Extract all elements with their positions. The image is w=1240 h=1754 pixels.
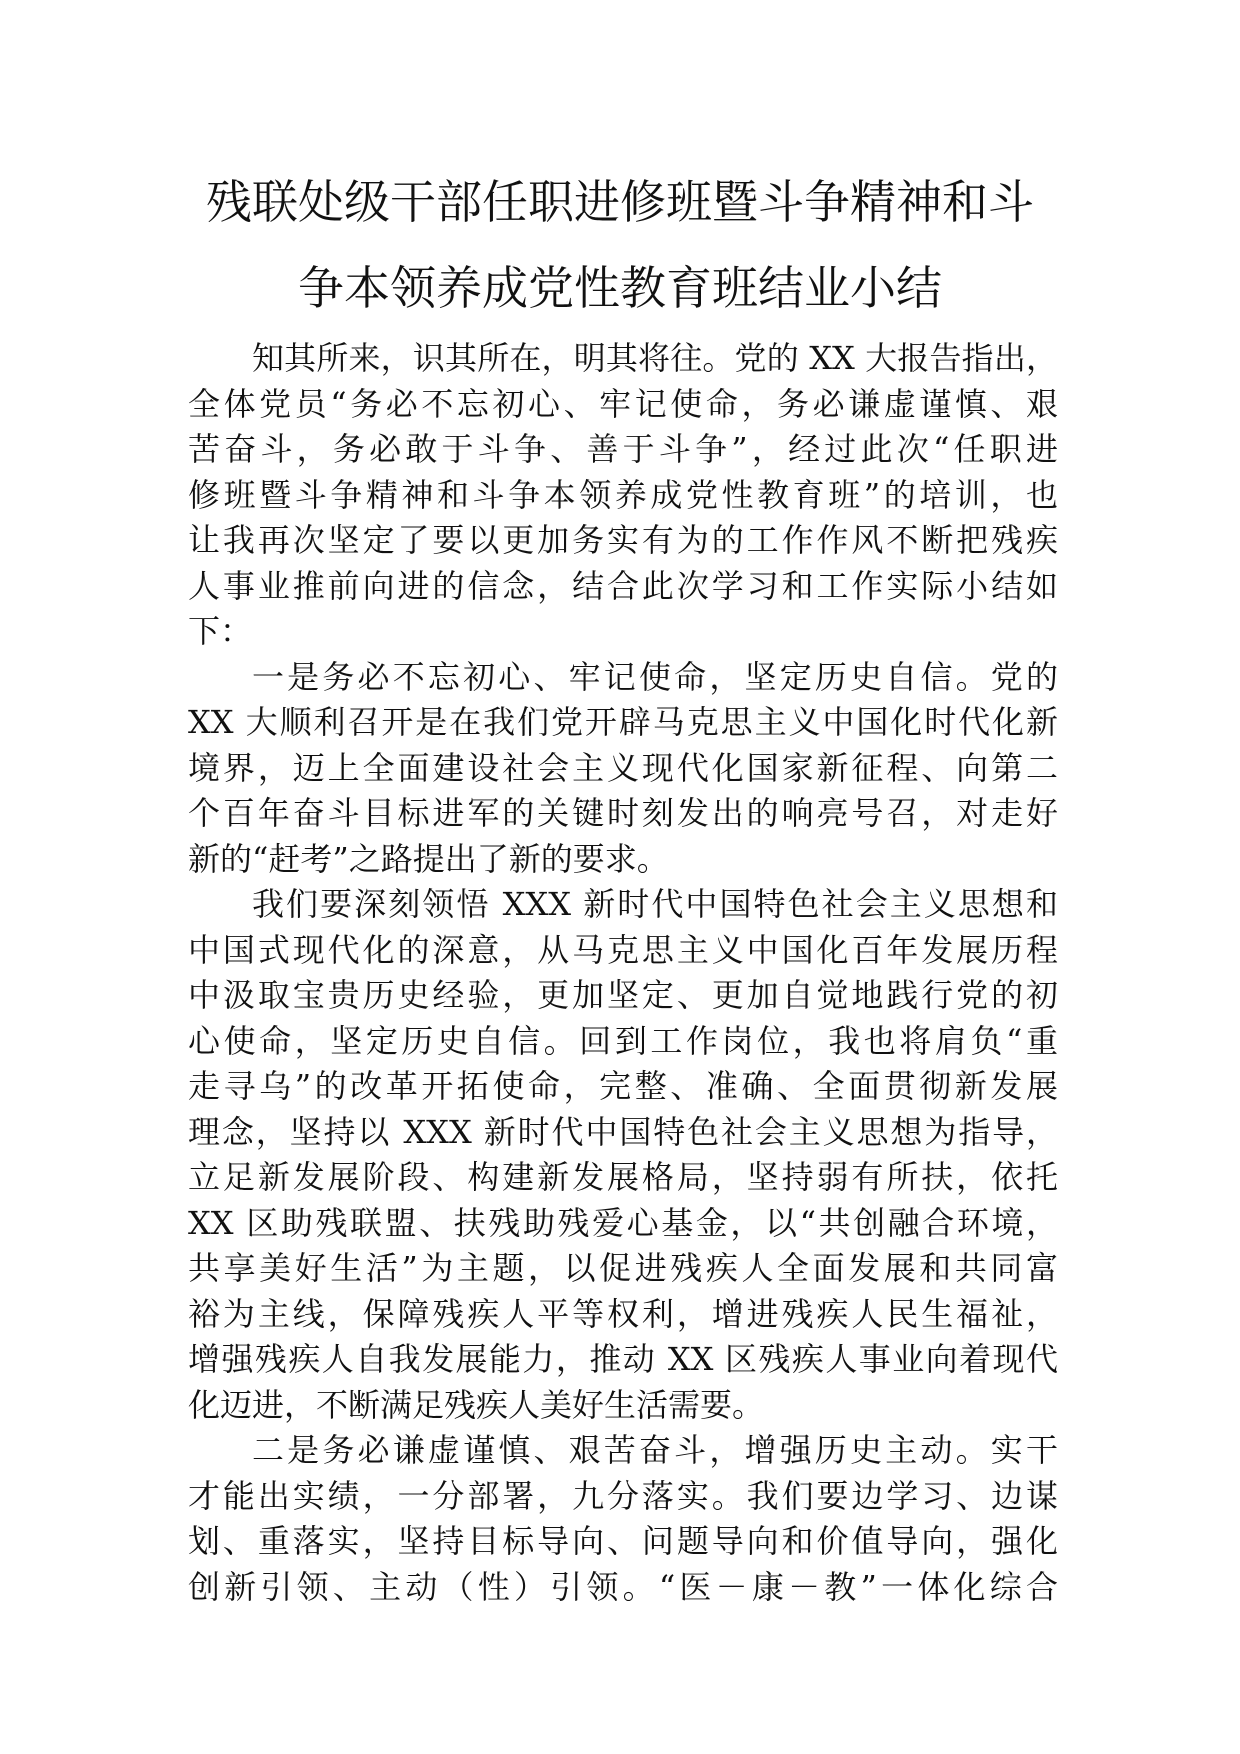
text-line: 心使命，坚定历史自信。回到工作岗位，我也将肩负“重: [188, 1021, 1058, 1060]
text-line: 划、重落实，坚持目标导向、问题导向和价值导向，强化: [188, 1522, 1058, 1560]
text-line: 境界，迈上全面建设社会主义现代化国家新征程、向第二: [188, 748, 1058, 787]
text-line: 增强残疾人自我发展能力，推动 XX 区残疾人事业向着现代: [188, 1340, 1058, 1378]
text-line: 化迈进，不断满足残疾人美好生活需要。: [188, 1385, 765, 1424]
text-line: XX 区助残联盟、扶残助残爱心基金，以“共创融合环境，: [188, 1203, 1058, 1242]
text-line: 走寻乌”的改革开拓使命，完整、准确、全面贯彻新发展: [188, 1067, 1058, 1105]
paragraph-1: [188, 336, 1058, 655]
text-line: 中汲取宝贵历史经验，更加坚定、更加自觉地践行党的初: [188, 976, 1058, 1014]
document-title-line-1: 残联处级干部任职进修班暨斗争精神和斗: [206, 175, 1034, 229]
text-line: 知其所来，识其所在，明其将往。党的 XX 大报告指出，: [252, 339, 1058, 377]
paragraph-4: [188, 1428, 1058, 1610]
text-line: 理念，坚持以 XXX 新时代中国特色社会主义思想为指导，: [188, 1112, 1058, 1151]
text-line: 共享美好生活”为主题，以促进残疾人全面发展和共同富: [188, 1249, 1058, 1287]
document-title-line-2: 争本领养成党性教育班结业小结: [298, 261, 942, 315]
text-line: 裕为主线，保障残疾人平等权利，增进残疾人民生福祉，: [188, 1294, 1058, 1333]
text-line: 全体党员“务必不忘初心、牢记使命，务必谦虚谨慎、艰: [188, 384, 1058, 423]
text-line: 创新引领、主动（性）引领。“医－康－教”一体化综合: [188, 1567, 1058, 1606]
text-line: 让我再次坚定了要以更加务实有为的工作作风不断把残疾: [188, 521, 1058, 559]
text-line: 修班暨斗争精神和斗争本领养成党性教育班”的培训，也: [188, 475, 1058, 514]
text-line: 中国式现代化的深意，从马克思主义中国化百年发展历程: [188, 930, 1058, 969]
text-line: 苦奋斗，务必敢于斗争、善于斗争”，经过此次“任职进: [188, 430, 1058, 468]
text-line: 一是务必不忘初心、牢记使命，坚定历史自信。党的: [252, 657, 1058, 696]
text-line: 立足新发展阶段、构建新发展格局，坚持弱有所扶，依托: [188, 1158, 1058, 1196]
document-body: [188, 336, 1058, 1610]
paragraph-3: [188, 882, 1058, 1428]
text-line: 新的“赶考”之路提出了新的要求。: [188, 839, 669, 878]
text-line: 我们要深刻领悟 XXX 新时代中国特色社会主义思想和: [252, 885, 1058, 923]
text-line: XX 大顺利召开是在我们党开辟马克思主义中国化时代化新: [188, 703, 1058, 741]
paragraph-2: [188, 655, 1058, 883]
text-line: 人事业推前向进的信念，结合此次学习和工作实际小结如: [188, 566, 1058, 605]
text-line: 才能出实绩，一分部署，九分落实。我们要边学习、边谋: [188, 1476, 1058, 1515]
text-line: 下：: [188, 612, 253, 650]
text-line: 二是务必谦虚谨慎、艰苦奋斗，增强历史主动。实干: [252, 1431, 1058, 1469]
text-line: 个百年奋斗目标进军的关键时刻发出的响亮号召，对走好: [188, 794, 1058, 832]
